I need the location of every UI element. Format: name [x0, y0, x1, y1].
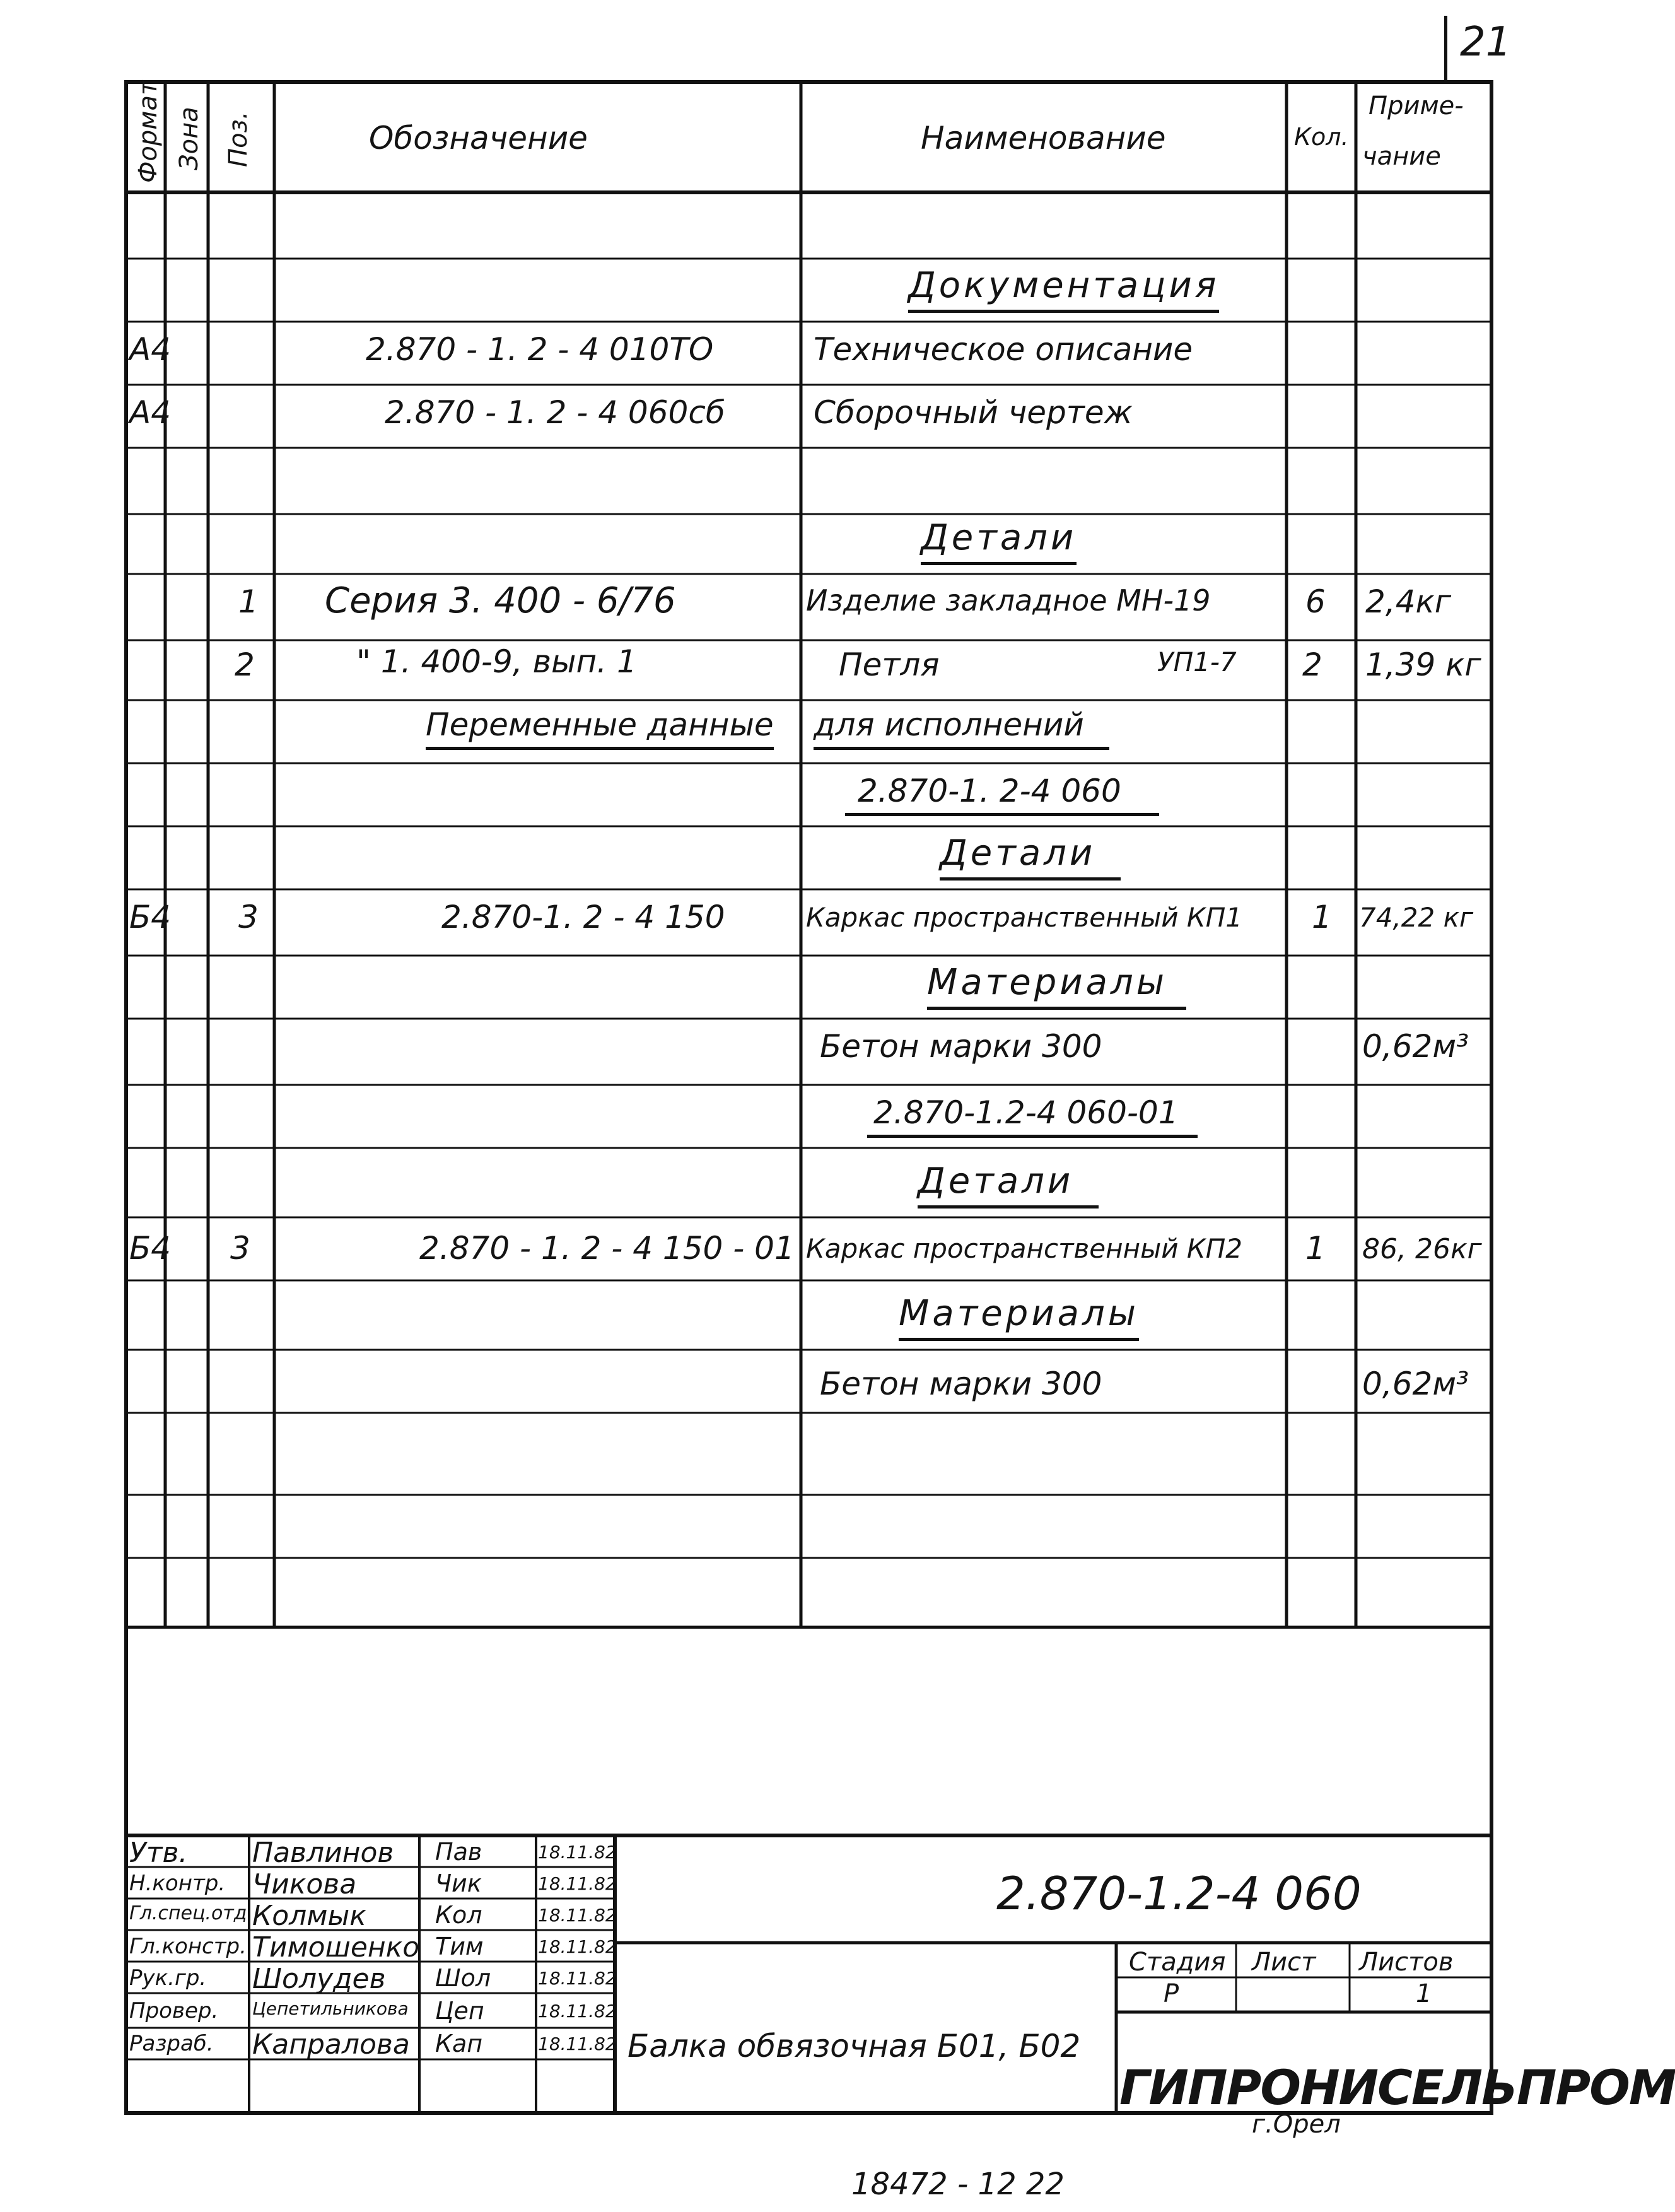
tb-role: Гл.констр.: [129, 1934, 247, 1959]
row-name-code: УП1-7: [1157, 647, 1237, 677]
row-designation: 2.870 - 1. 2 - 4 060сб: [385, 394, 725, 431]
tb-role: Разраб.: [129, 2031, 214, 2056]
document-code: 2.870-1.2-4 060: [996, 1867, 1362, 1920]
tb-name: Чикова: [252, 1868, 357, 1900]
section-details: Детали: [921, 517, 1077, 565]
variable-data-heading: Переменные данные: [426, 706, 774, 750]
row-format: Б4: [129, 1230, 172, 1267]
row-designation: " 1. 400-9, вып. 1: [356, 643, 637, 680]
header-quantity: Кол.: [1294, 123, 1349, 151]
tb-signature: Чик: [435, 1870, 482, 1897]
row-name: Каркас пространственный КП1: [806, 902, 1242, 933]
row-note: 74,22 кг: [1359, 902, 1474, 933]
row-designation: 2.870 - 1. 2 - 4 150 - 01: [419, 1230, 795, 1267]
tb-role: Провер.: [129, 1998, 219, 2023]
header-zone: Зона: [175, 107, 204, 170]
stage-label: Стадия: [1129, 1948, 1226, 1977]
variant-designation: 2.870-1.2-4 060-01: [867, 1094, 1198, 1138]
tb-date: 18.11.82: [538, 1873, 617, 1894]
tb-date: 18.11.82: [538, 1936, 617, 1957]
tb-signature: Кол: [435, 1901, 482, 1929]
page-number: 21: [1460, 19, 1512, 66]
tb-name: Шолудев: [252, 1963, 386, 1995]
variant-designation: 2.870-1. 2-4 060: [845, 773, 1159, 816]
tb-date: 18.11.82: [538, 1905, 617, 1926]
tb-role: Утв.: [129, 1837, 188, 1869]
tb-name: Цепетильникова: [252, 1998, 409, 2019]
row-name: Техническое описание: [814, 331, 1193, 368]
header-format: Формат: [134, 80, 163, 183]
section-details: Детали: [940, 833, 1121, 881]
tb-date: 18.11.82: [538, 2001, 617, 2022]
header-note-line2: чание: [1362, 142, 1441, 171]
row-format: А4: [129, 394, 172, 431]
tb-date: 18.11.82: [538, 2034, 617, 2054]
row-quantity: 2: [1302, 647, 1322, 683]
row-quantity: 1: [1305, 1230, 1326, 1267]
row-position: 1: [238, 583, 259, 620]
row-format: Б4: [129, 899, 172, 935]
tb-name: Капралова: [252, 2028, 410, 2061]
section-details: Детали: [918, 1161, 1099, 1208]
tb-role: Рук.гр.: [129, 1965, 207, 1991]
sheets-label: Листов: [1359, 1948, 1454, 1977]
row-designation: 2.870 - 1. 2 - 4 010ТО: [366, 331, 714, 368]
tb-date: 18.11.82: [538, 1968, 617, 1989]
organization-city: г.Орел: [1252, 2110, 1341, 2139]
header-designation: Обозначение: [369, 120, 588, 156]
tb-role: Гл.спец.отд.: [129, 1902, 254, 1924]
header-name: Наименование: [921, 120, 1166, 156]
tb-signature: Пав: [435, 1838, 482, 1866]
tb-name: Тимошенко: [252, 1931, 420, 1963]
row-name: Каркас пространственный КП2: [806, 1233, 1242, 1264]
row-note: 2,4кг: [1365, 583, 1451, 620]
tb-name: Павлинов: [252, 1837, 394, 1869]
row-note: 1,39 кг: [1365, 647, 1481, 683]
tb-date: 18.11.82: [538, 1842, 617, 1863]
tb-signature: Тим: [435, 1933, 484, 1960]
tb-signature: Кап: [435, 2030, 483, 2057]
section-materials: Материалы: [927, 962, 1186, 1010]
row-name: Изделие закладное МН-19: [806, 583, 1211, 617]
row-name: Сборочный чертеж: [814, 394, 1133, 431]
stage-value: Р: [1164, 1979, 1179, 2008]
row-designation: 2.870-1. 2 - 4 150: [441, 899, 725, 935]
row-note: 0,62м³: [1362, 1028, 1469, 1065]
header-position: Поз.: [224, 111, 253, 167]
row-name: для исполнений: [814, 706, 1109, 750]
row-name: Бетон марки 300: [820, 1028, 1102, 1065]
sheets-value: 1: [1416, 1979, 1432, 2008]
tb-name: Колмык: [252, 1900, 366, 1932]
row-position: 2: [235, 647, 255, 683]
sheet-label: Лист: [1252, 1948, 1316, 1977]
tb-signature: Цеп: [435, 1997, 484, 2025]
row-format: А4: [129, 331, 172, 368]
tb-signature: Шол: [435, 1964, 491, 1992]
row-position: 3: [238, 899, 259, 935]
organization-name: ГИПРОНИСЕЛЬПРОМ: [1119, 2059, 1675, 2115]
row-name: Бетон марки 300: [820, 1366, 1102, 1402]
drawing-name: Балка обвязочная Б01, Б02: [627, 2028, 1081, 2064]
section-materials: Материалы: [899, 1293, 1139, 1341]
tb-role: Н.контр.: [129, 1871, 226, 1896]
row-note: 0,62м³: [1362, 1366, 1469, 1402]
row-quantity: 1: [1312, 899, 1332, 935]
header-note-line1: Приме-: [1369, 91, 1464, 120]
row-note: 86, 26кг: [1362, 1233, 1482, 1265]
row-name: Петля: [839, 647, 940, 683]
row-designation: Серия 3. 400 - 6/76: [325, 580, 676, 621]
footer-number: 18472 - 12 22: [851, 2167, 1065, 2202]
row-position: 3: [230, 1230, 250, 1267]
section-documentation: Документация: [908, 265, 1219, 313]
row-quantity: 6: [1305, 583, 1326, 620]
